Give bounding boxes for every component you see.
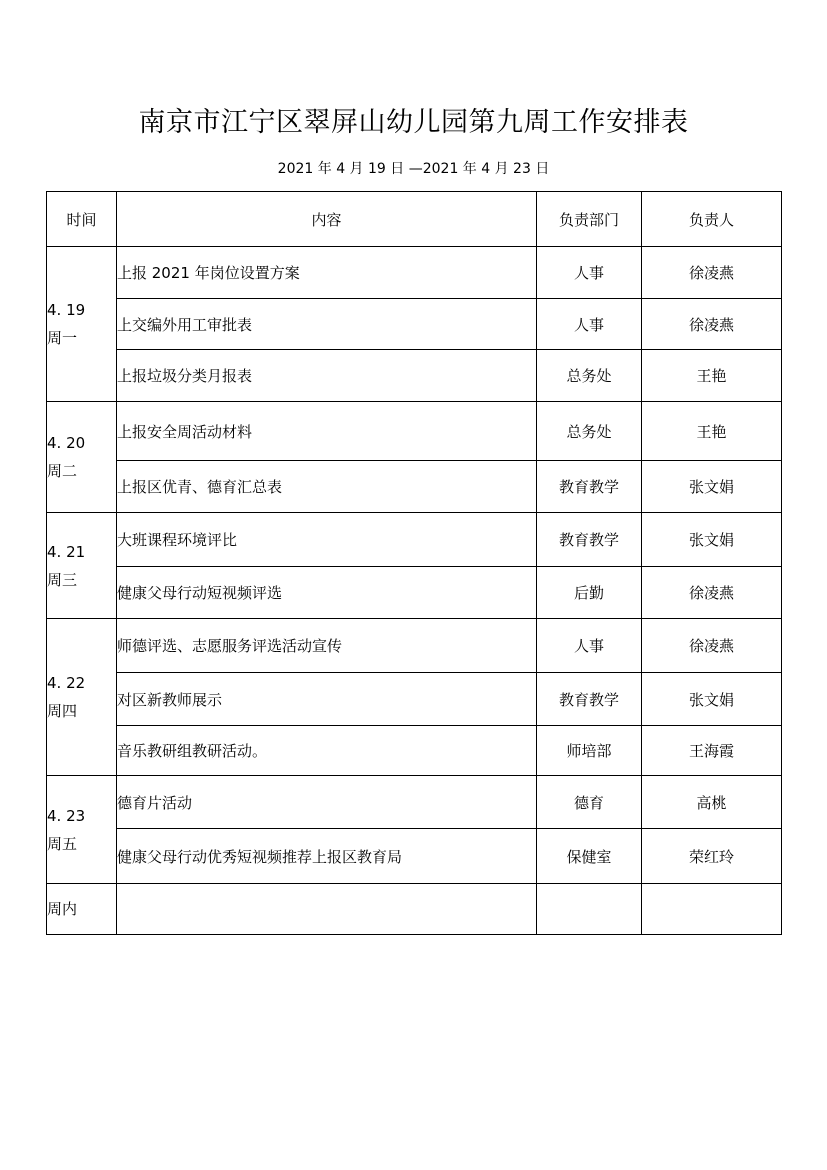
item-dept: 人事 <box>537 299 642 350</box>
table-row <box>47 402 782 461</box>
item-content: 上报垃圾分类月报表 <box>117 350 537 402</box>
header-dept: 负责部门 <box>537 192 642 247</box>
day-cell-monday <box>47 247 117 402</box>
item-person: 张文娟 <box>642 461 782 513</box>
item-dept: 总务处 <box>537 350 642 402</box>
day-weekday: 周三 <box>47 570 78 589</box>
item-content: 上报安全周活动材料 <box>117 402 537 461</box>
header-person: 负责人 <box>642 192 782 247</box>
day-date: 4. 22 <box>47 674 86 692</box>
day-weekday: 周四 <box>47 702 78 720</box>
header-time: 时间 <box>47 192 117 247</box>
item-person: 徐凌燕 <box>642 567 782 619</box>
table-row <box>47 673 782 726</box>
day-cell-wednesday <box>47 513 117 619</box>
day-cell-friday <box>47 776 117 884</box>
table-row-week <box>47 884 782 935</box>
item-content: 德育片活动 <box>117 776 537 829</box>
item-person: 徐凌燕 <box>642 619 782 673</box>
item-person: 徐凌燕 <box>642 299 782 350</box>
table-row <box>47 726 782 776</box>
item-person: 徐凌燕 <box>642 247 782 299</box>
item-content <box>117 884 537 935</box>
item-person: 张文娟 <box>642 513 782 567</box>
item-dept: 保健室 <box>537 829 642 884</box>
item-dept: 人事 <box>537 619 642 673</box>
item-dept: 师培部 <box>537 726 642 776</box>
item-dept: 人事 <box>537 247 642 299</box>
item-content: 大班课程环境评比 <box>117 513 537 567</box>
date-range: 2021 年 4 月 19 日 —2021 年 4 月 23 日 <box>277 161 550 177</box>
day-weekday: 周二 <box>47 462 78 480</box>
schedule-table <box>46 191 782 935</box>
day-date: 4. 19 <box>47 301 86 319</box>
day-cell-thursday <box>47 619 117 776</box>
table-row <box>47 247 782 299</box>
table-row <box>47 299 782 350</box>
item-content: 健康父母行动短视频评选 <box>117 567 537 619</box>
item-content: 师德评选、志愿服务评选活动宣传 <box>117 619 537 673</box>
item-dept: 教育教学 <box>537 461 642 513</box>
item-content: 对区新教师展示 <box>117 673 537 726</box>
item-person: 王海霞 <box>642 726 782 776</box>
table-row <box>47 513 782 567</box>
table-header-row <box>47 192 782 247</box>
day-weekday: 周一 <box>47 329 78 347</box>
item-person: 张文娟 <box>642 673 782 726</box>
item-dept: 德育 <box>537 776 642 829</box>
item-content: 上交编外用工审批表 <box>117 299 537 350</box>
day-date: 4. 21 <box>47 542 86 561</box>
day-date: 4. 20 <box>47 434 86 452</box>
day-cell-tuesday <box>47 402 117 513</box>
item-content: 上报 2021 年岗位设置方案 <box>117 247 537 299</box>
table-row <box>47 567 782 619</box>
item-person: 高桃 <box>642 776 782 829</box>
item-person: 王艳 <box>642 402 782 461</box>
table-row <box>47 350 782 402</box>
day-date: 4. 23 <box>47 806 86 825</box>
item-content: 健康父母行动优秀短视频推荐上报区教育局 <box>117 829 537 884</box>
item-dept <box>537 884 642 935</box>
item-dept: 后勤 <box>537 567 642 619</box>
item-dept: 教育教学 <box>537 673 642 726</box>
item-content: 上报区优青、德育汇总表 <box>117 461 537 513</box>
item-person <box>642 884 782 935</box>
table-row <box>47 776 782 829</box>
item-person: 王艳 <box>642 350 782 402</box>
item-dept: 教育教学 <box>537 513 642 567</box>
week-label: 周内 <box>47 884 117 935</box>
table-row <box>47 619 782 673</box>
table-row <box>47 461 782 513</box>
table-row <box>47 829 782 884</box>
day-weekday: 周五 <box>47 834 78 853</box>
item-person: 荣红玲 <box>642 829 782 884</box>
item-dept: 总务处 <box>537 402 642 461</box>
item-content: 音乐教研组教研活动。 <box>117 726 537 776</box>
header-content: 内容 <box>117 192 537 247</box>
page-title: 南京市江宁区翠屏山幼儿园第九周工作安排表 <box>138 107 689 138</box>
